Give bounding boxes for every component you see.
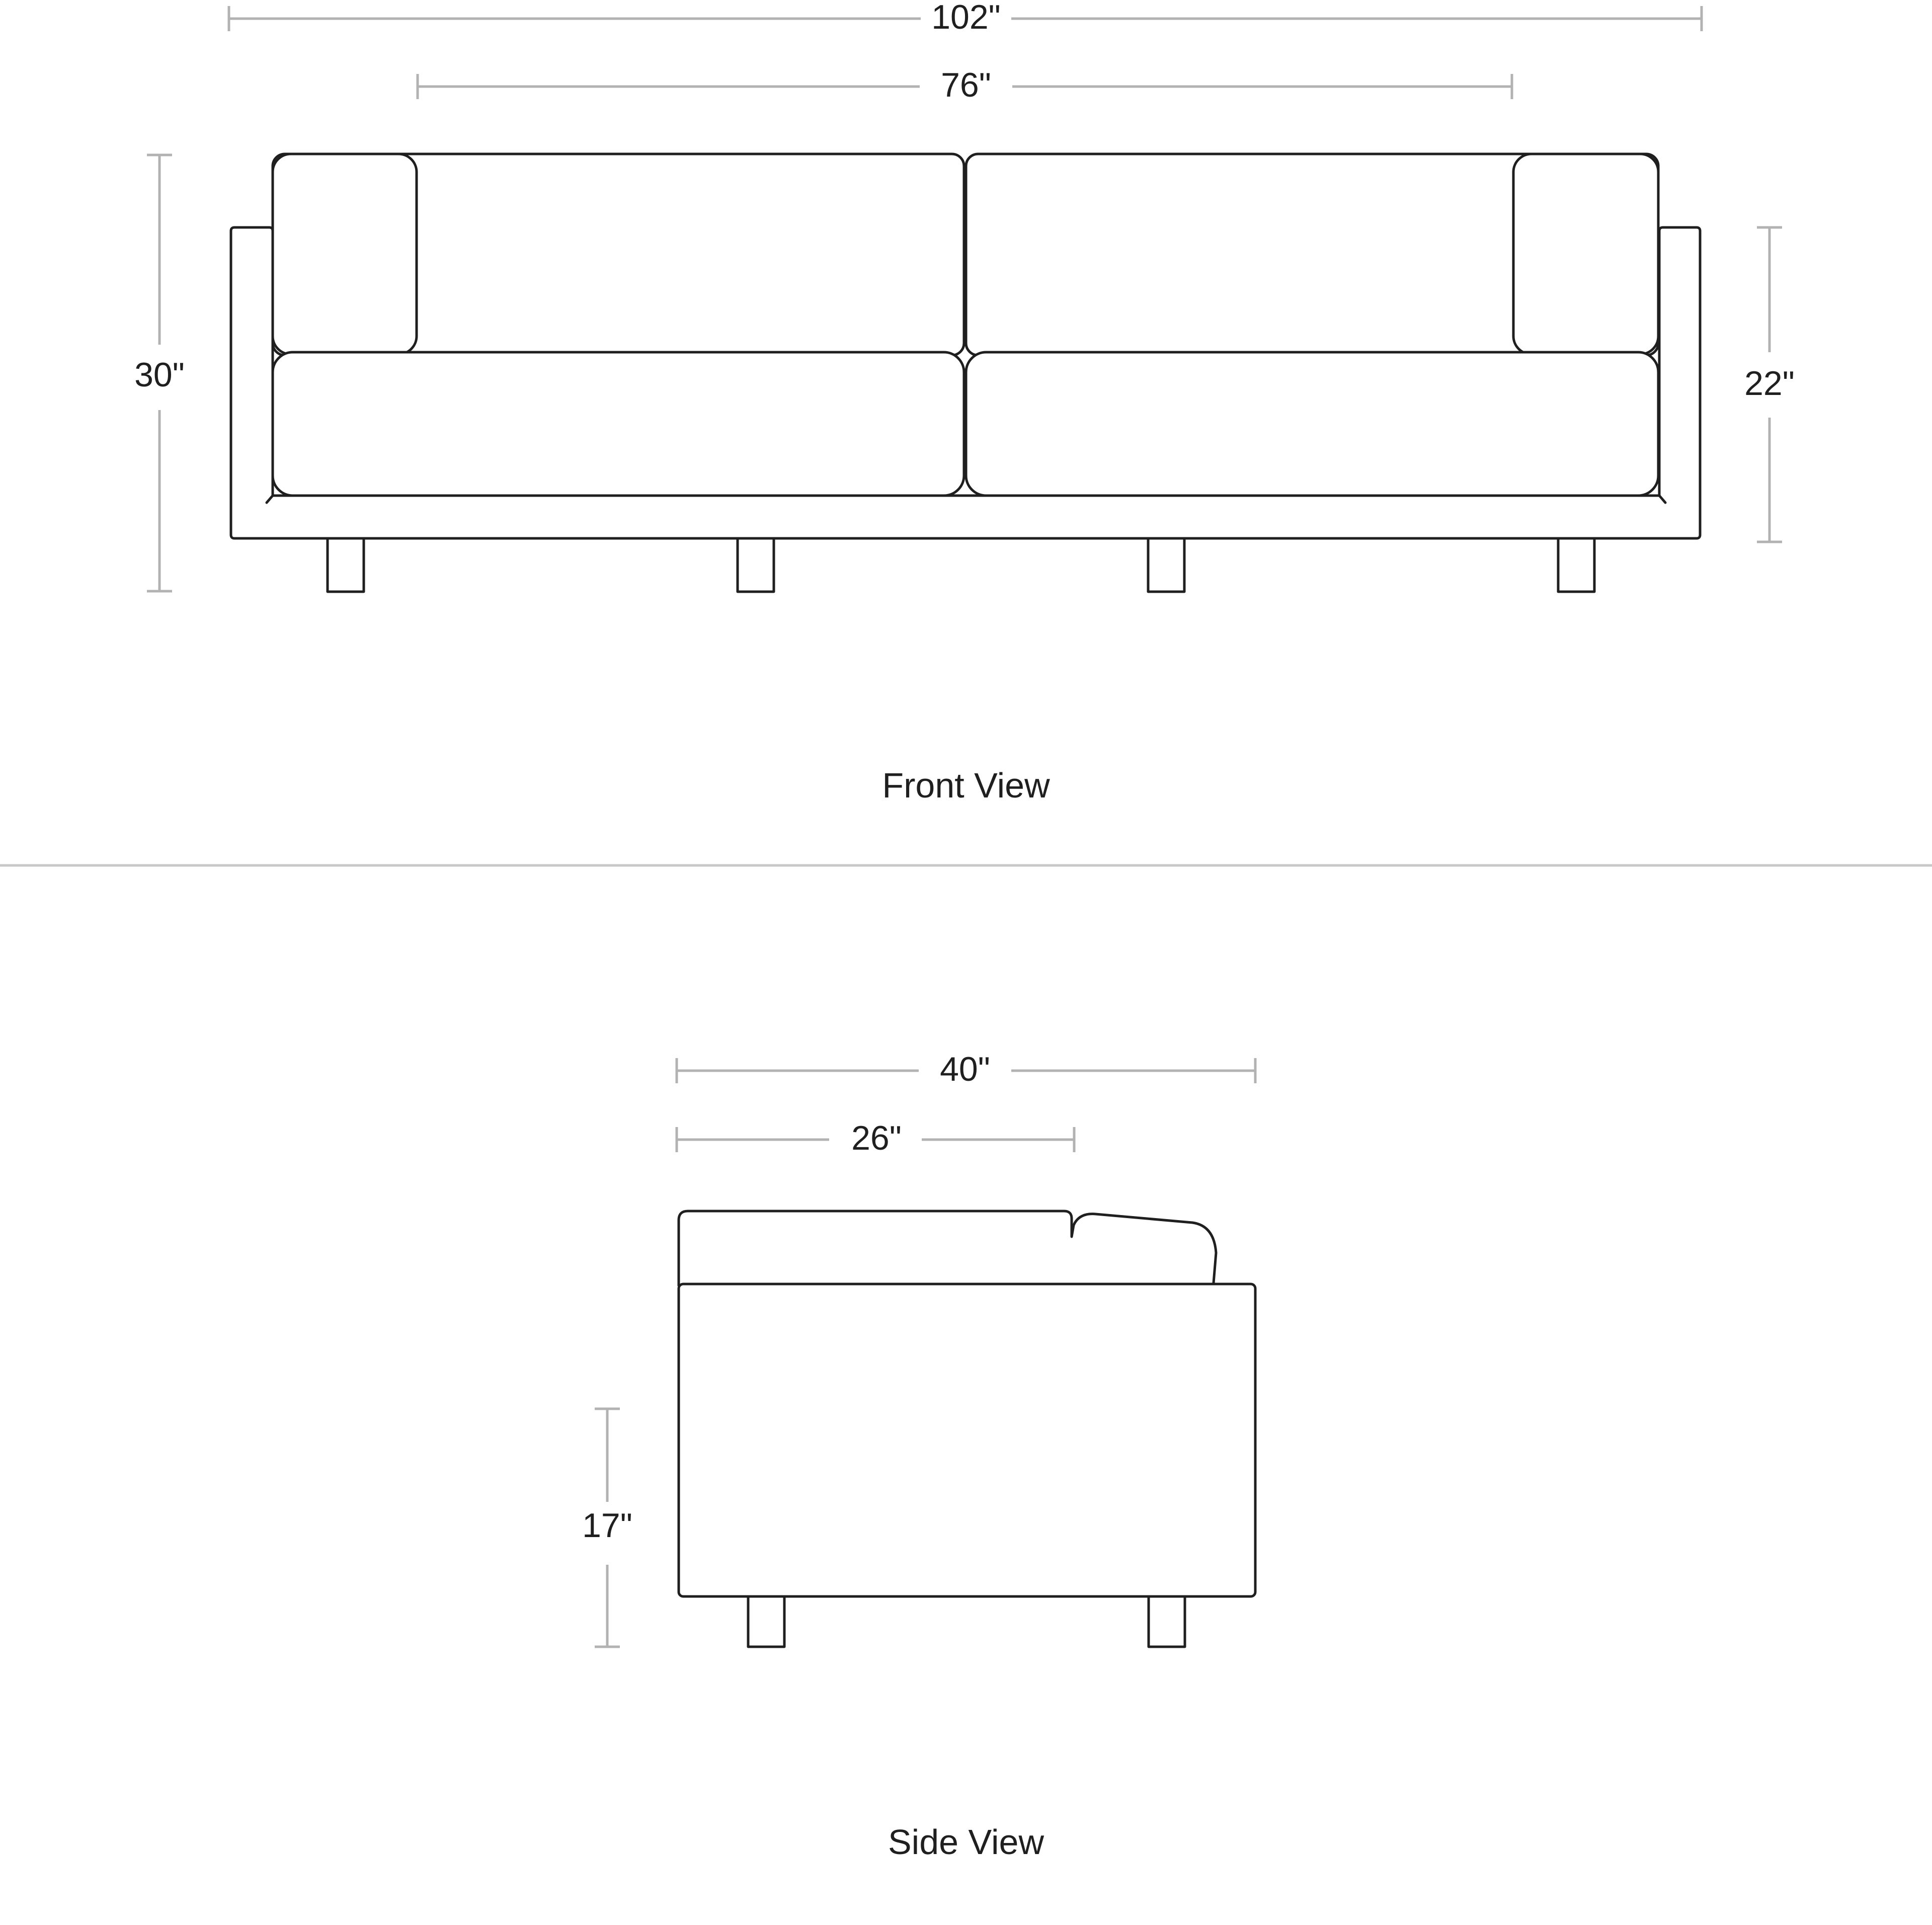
side-arm-body [679,1284,1255,1596]
side-view [582,1050,1255,1862]
dimension-seat-width [418,66,1512,104]
pillow-right [1513,154,1658,354]
overall-depth-label: 40" [940,1050,990,1088]
dimension-seat-depth [677,1119,1074,1157]
dimension-overall-width [229,0,1702,36]
seat-height-label: 17" [582,1506,632,1545]
front-leg-4 [1558,538,1594,592]
front-leg-2 [738,538,774,592]
sofa-side-drawing [679,1211,1255,1647]
seat-depth-label: 26" [851,1119,902,1157]
arm-height-label: 22" [1744,364,1795,403]
seat-width-label: 76" [941,66,991,104]
side-back-profile [679,1211,1216,1286]
dimension-overall-height [134,155,185,591]
side-view-caption: Side View [888,1822,1044,1862]
seat-cushion-right [966,352,1658,496]
dimension-overall-depth [677,1050,1255,1088]
sofa-front-drawing [231,154,1700,592]
side-leg-back [1149,1596,1185,1647]
overall-height-label: 30" [134,356,185,394]
overall-width-label: 102" [931,0,1001,36]
side-leg-front [748,1596,784,1647]
dimension-arm-height [1744,227,1795,542]
front-leg-1 [328,538,364,592]
pillow-left [273,154,417,354]
dimension-seat-height [582,1409,632,1647]
front-leg-3 [1148,538,1184,592]
seat-cushion-left [273,352,964,496]
front-view [134,0,1795,805]
front-view-caption: Front View [882,766,1050,805]
